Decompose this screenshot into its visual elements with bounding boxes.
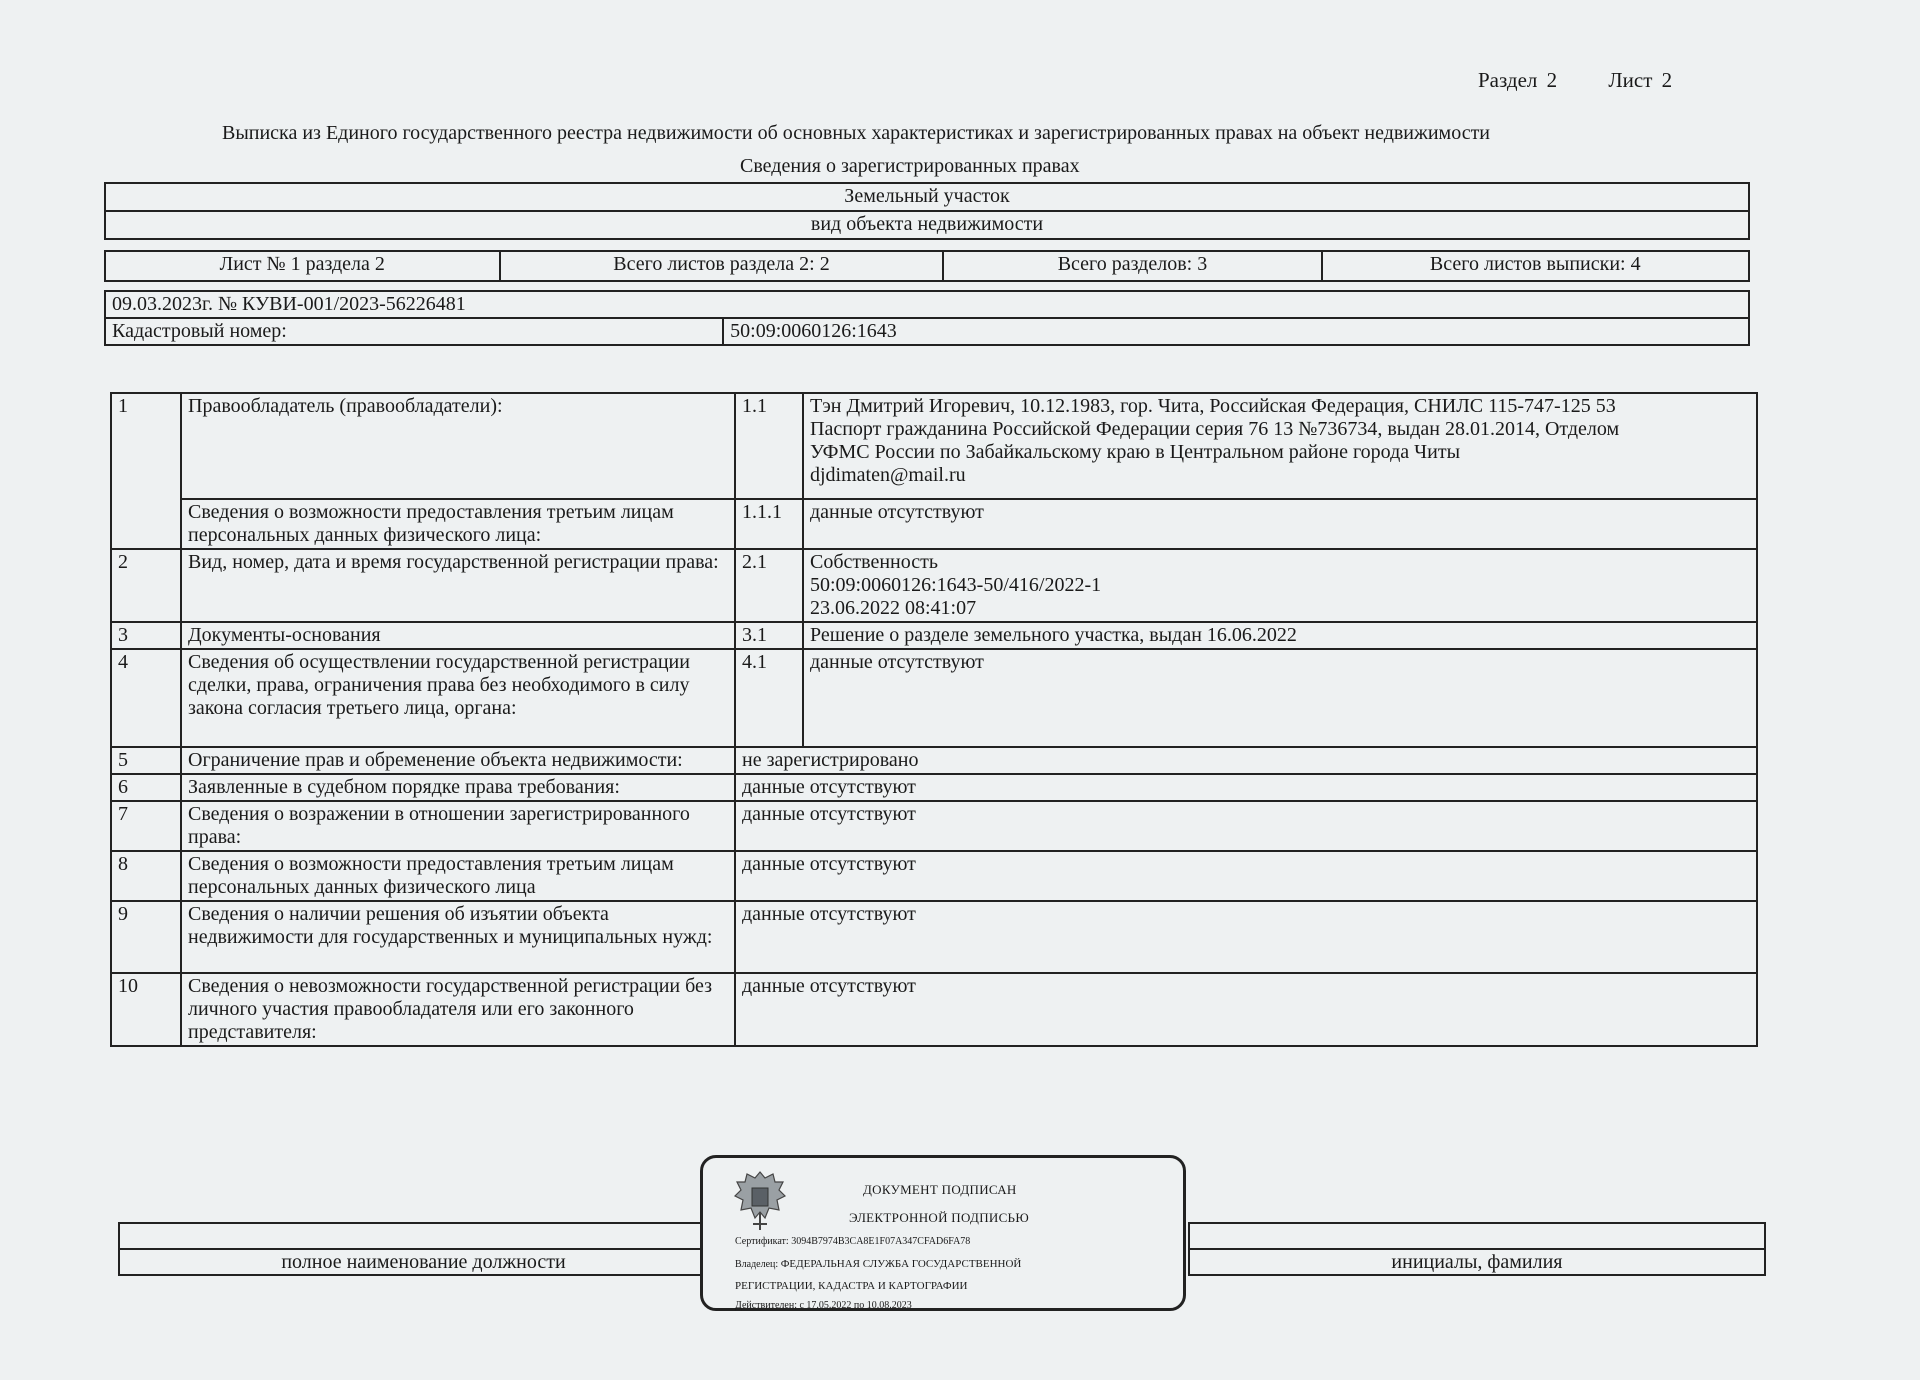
row-value: данные отсутствуют [803, 649, 1757, 747]
object-type-table [104, 182, 1750, 240]
row-number: 1 [111, 393, 181, 549]
row-subnumber: 4.1 [735, 649, 803, 747]
passport-line: Паспорт гражданина Российской Федерации серия 76 13 №736734, выдан 28.01.2014, Отделом [810, 418, 1620, 440]
stamp-validity: Действителен: с 17.05.2022 по 10.08.2023 [735, 1300, 912, 1311]
email-line: djdimaten@mail.ru [810, 464, 966, 486]
row-value [803, 393, 1757, 499]
rightholder-line: Тэн Дмитрий Игоревич, 10.12.1983, гор. Чита, Российская Федерация, СНИЛС 115-747-125 53 [810, 395, 1616, 417]
position-caption: полное наименование должности [119, 1249, 728, 1275]
table-row [111, 499, 1757, 549]
extract-date-number: 09.03.2023г. № КУВИ-001/2023-56226481 [105, 291, 1749, 318]
row-value: Решение о разделе земельного участка, выдан 16.06.2022 [803, 622, 1757, 649]
total-sheets: Всего листов выписки: 4 [1322, 251, 1749, 281]
row-number: 3 [111, 622, 181, 649]
row-number: 6 [111, 774, 181, 801]
cadastral-value: 50:09:0060126:1643 [723, 318, 1749, 345]
stamp-certificate: Сертификат: 3094B7974B3CA8E1F07A347CFAD6FA78 [735, 1236, 971, 1247]
electronic-signature-stamp [700, 1155, 1186, 1311]
object-name: Земельный участок [105, 183, 1749, 211]
table-row [111, 774, 1757, 801]
total-sections: Всего разделов: 3 [943, 251, 1321, 281]
row-subnumber: 1.1 [735, 393, 803, 499]
row-value: данные отсутствуют [803, 499, 1757, 549]
row-value: данные отсутствуют [735, 801, 1757, 851]
rights-table [110, 392, 1758, 1047]
row-number: 7 [111, 801, 181, 851]
table-row [111, 851, 1757, 901]
table-row [111, 973, 1757, 1046]
registration-number: 50:09:0060126:1643-50/416/2022-1 [810, 574, 1102, 596]
row-subnumber: 3.1 [735, 622, 803, 649]
row-value [803, 549, 1757, 622]
stamp-line2: ЭЛЕКТРОННОЙ ПОДПИСЬЮ [849, 1210, 1029, 1225]
row-label: Заявленные в судебном порядке права требования: [181, 774, 735, 801]
object-caption: вид объекта недвижимости [105, 211, 1749, 239]
section-label: Раздел 2 [1478, 68, 1558, 92]
row-label: Вид, номер, дата и время государственной регистрации права: [181, 549, 735, 622]
document-title: Выписка из Единого государственного реестра недвижимости об основных характеристиках и зарегистрированных правах на объект недвижимости [222, 122, 1491, 144]
table-row [111, 901, 1757, 973]
row-label: Сведения о наличии решения об изъятии объекта недвижимости для государственных и муниципальных нужд: [181, 901, 735, 973]
sheet-label: Лист 2 [1608, 68, 1673, 92]
row-number: 10 [111, 973, 181, 1046]
row-label: Сведения о возможности предоставления третьим лицам персональных данных физического лица [181, 851, 735, 901]
row-number: 5 [111, 747, 181, 774]
registration-datetime: 23.06.2022 08:41:07 [810, 597, 977, 619]
coat-of-arms-icon [731, 1168, 789, 1234]
sheets-info-table [104, 250, 1750, 282]
section-sheet-header [1478, 68, 1672, 93]
document-subtitle: Сведения о зарегистрированных правах [740, 155, 1080, 177]
row-label: Сведения об осуществлении государственной регистрации сделки, права, ограничения права без необходимого в силу закона согласия третьего лица, органа: [181, 649, 735, 747]
row-label: Сведения о возможности предоставления третьим лицам персональных данных физического лица: [181, 499, 735, 549]
table-row [111, 393, 1757, 499]
table-row [111, 801, 1757, 851]
row-value: данные отсутствуют [735, 901, 1757, 973]
row-subnumber: 2.1 [735, 549, 803, 622]
row-number: 8 [111, 851, 181, 901]
table-row [111, 622, 1757, 649]
row-label: Сведения о возражении в отношении зарегистрированного права: [181, 801, 735, 851]
row-number: 4 [111, 649, 181, 747]
row-label: Ограничение прав и обременение объекта недвижимости: [181, 747, 735, 774]
row-subnumber: 1.1.1 [735, 499, 803, 549]
row-value: данные отсутствуют [735, 774, 1757, 801]
row-label: Правообладатель (правообладатели): [181, 393, 735, 499]
table-row [111, 649, 1757, 747]
row-value: данные отсутствуют [735, 851, 1757, 901]
row-number: 9 [111, 901, 181, 973]
row-value: не зарегистрировано [735, 747, 1757, 774]
table-row [111, 747, 1757, 774]
table-row [111, 549, 1757, 622]
row-value: данные отсутствуют [735, 973, 1757, 1046]
sheet-number: Лист № 1 раздела 2 [105, 251, 500, 281]
name-caption: инициалы, фамилия [1189, 1249, 1765, 1275]
stamp-owner-cont: РЕГИСТРАЦИИ, КАДАСТРА И КАРТОГРАФИИ [735, 1280, 968, 1292]
row-label: Документы-основания [181, 622, 735, 649]
stamp-owner: Владелец: ФЕДЕРАЛЬНАЯ СЛУЖБА ГОСУДАРСТВЕННОЙ [735, 1258, 1022, 1270]
cadastral-label: Кадастровый номер: [105, 318, 723, 345]
right-type: Собственность [810, 551, 938, 573]
row-label: Сведения о невозможности государственной регистрации без личного участия правообладателя или его законного представителя: [181, 973, 735, 1046]
total-section-sheets: Всего листов раздела 2: 2 [500, 251, 944, 281]
row-number: 2 [111, 549, 181, 622]
extract-info-table [104, 290, 1750, 346]
passport-issuer-line: УФМС России по Забайкальскому краю в Центральном районе города Читы [810, 441, 1460, 463]
stamp-line1: ДОКУМЕНТ ПОДПИСАН [863, 1182, 1017, 1197]
